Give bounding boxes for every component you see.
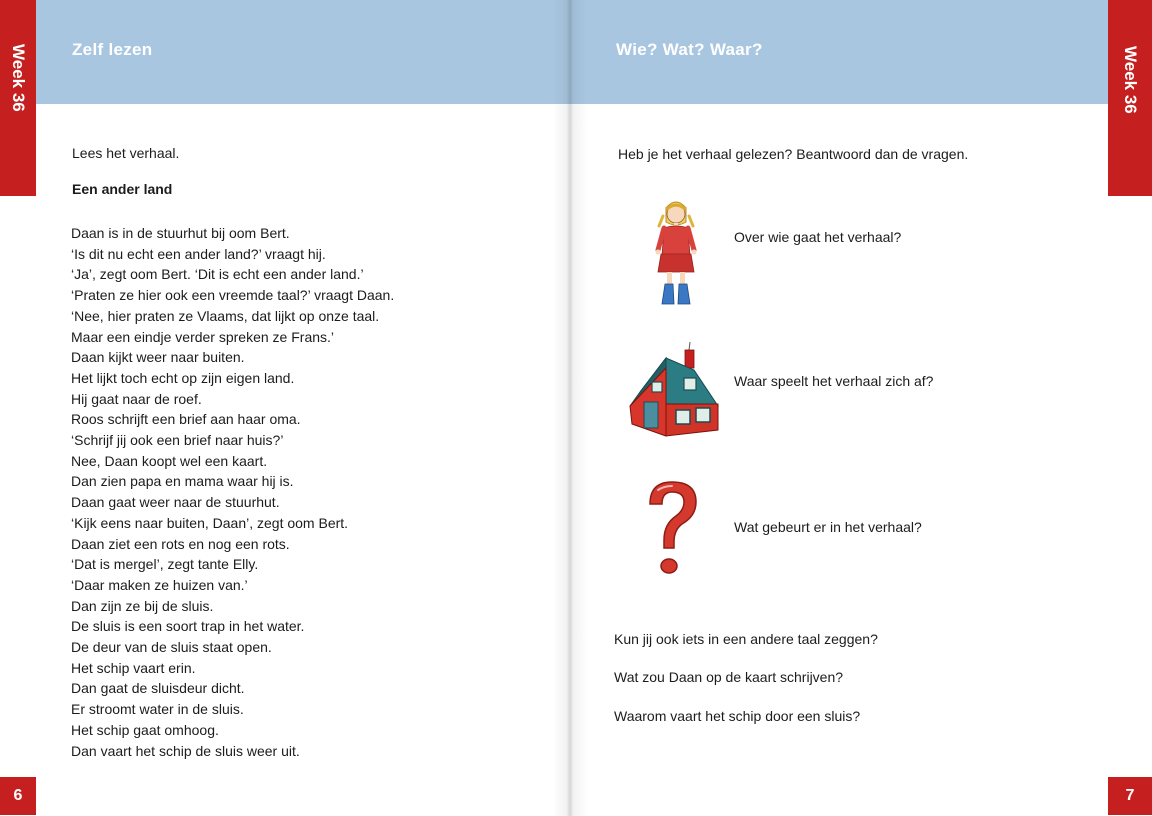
question-row [618,478,1098,582]
left-section-title: Zelf lezen [72,40,153,59]
right-header-band [570,0,1108,104]
question-row [618,338,1098,446]
story-text [71,223,394,761]
story-line: Dan vaart het schip de sluis weer uit. [71,742,300,759]
story-line: Dan zijn ze bij de sluis. [71,597,214,614]
story-line: ‘Nee, hier praten ze Vlaams, dat lijkt op onze taal. [71,307,380,324]
story-line: Het schip gaat omhoog. [71,721,219,738]
right-week-tab [1108,0,1152,196]
right-page-number: 7 [1108,777,1152,815]
story-title: Een ander land [72,181,173,197]
story-line: ‘Dat is mergel’, zegt tante Elly. [71,556,259,573]
story-line: Daan gaat weer naar de stuurhut. [71,494,280,511]
story-line: Dan zien papa en mama waar hij is. [71,473,294,490]
right-week-label: Week 36 [1121,46,1140,114]
book-spine [552,0,588,816]
story-line: Het lijkt toch echt op zijn eigen land. [71,369,295,386]
story-line: ‘Is dit nu echt een ander land?’ vraagt hij. [71,245,326,262]
story-line: Daan kijkt weer naar buiten. [71,349,245,366]
story-line: ‘Praten ze hier ook een vreemde taal?’ vraagt Daan. [71,287,395,304]
story-line: ‘Ja’, zegt oom Bert. ‘Dit is echt een ander land.’ [71,266,364,283]
question-row [618,196,1098,314]
house-icon [626,338,726,447]
extra-question: Wat zou Daan op de kaart schrijven? [614,669,844,685]
question-text: Over wie gaat het verhaal? [734,229,902,245]
story-line: De deur van de sluis staat open. [71,639,272,656]
story-line: Daan is in de stuurhut bij oom Bert. [71,225,290,241]
story-line: Maar een eindje verder spreken ze Frans.’ [71,328,335,345]
left-header-band [36,0,570,104]
left-week-tab [0,0,36,196]
right-page [570,0,1152,816]
story-line: ‘Daar maken ze huizen van.’ [71,576,248,593]
left-week-label: Week 36 [9,44,28,112]
left-page-number: 6 [0,777,36,815]
left-page [0,0,570,816]
story-line: Roos schrijft een brief aan haar oma. [71,411,301,428]
story-line: Dan gaat de sluisdeur dicht. [71,680,245,697]
story-line: Daan ziet een rots en nog een rots. [71,535,290,552]
story-line: ‘Kijk eens naar buiten, Daan’, zegt oom Bert. [71,514,349,531]
girl-icon [654,196,698,317]
story-line: Nee, Daan koopt wel een kaart. [71,452,268,469]
right-instruction: Heb je het verhaal gelezen? Beantwoord dan de vragen. [618,146,969,162]
question-mark-icon [640,478,704,585]
story-line: Hij gaat naar de roef. [71,390,202,407]
question-text: Wat gebeurt er in het verhaal? [734,519,922,535]
extra-question: Kun jij ook iets in een andere taal zeggen? [614,631,878,647]
left-instruction: Lees het verhaal. [72,145,180,161]
story-line: Het schip vaart erin. [71,659,196,676]
extra-question: Waarom vaart het schip door een sluis? [614,708,861,724]
story-line: ‘Schrijf jij ook een brief naar huis?’ [71,432,284,449]
right-section-title: Wie? Wat? Waar? [616,40,763,59]
story-line: De sluis is een soort trap in het water. [71,618,305,635]
question-text: Waar speelt het verhaal zich af? [734,373,934,389]
story-line: Er stroomt water in de sluis. [71,701,244,718]
